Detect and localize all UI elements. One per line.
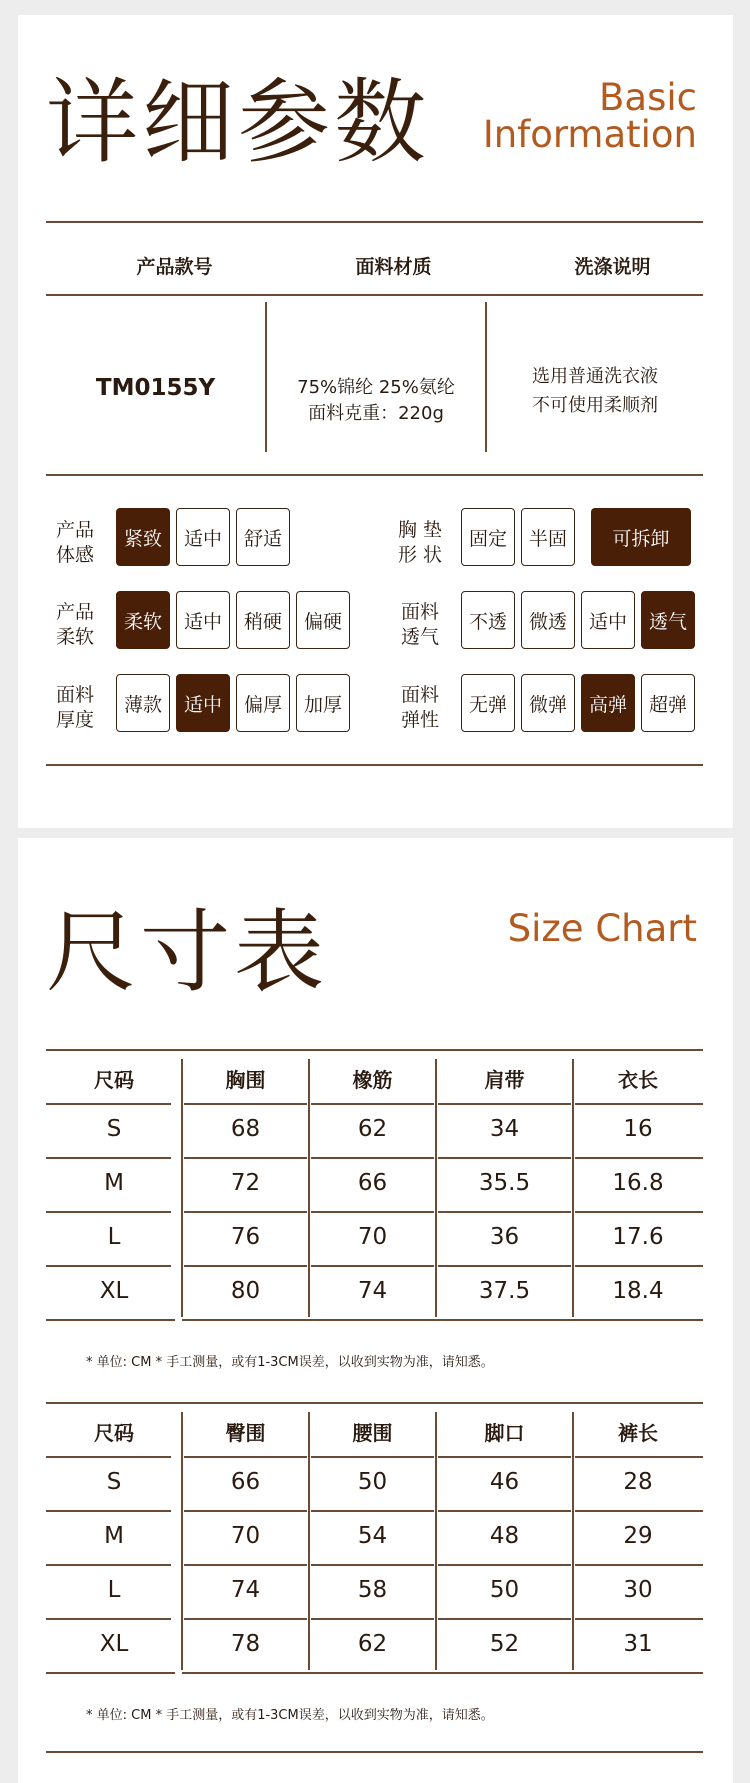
size-table-bottom-row-rule <box>184 1618 307 1620</box>
size-table-top-cell: 70 <box>357 1224 388 1250</box>
size-table-bottom-cell: 62 <box>357 1631 388 1657</box>
size-table-top-cell: 74 <box>357 1278 388 1304</box>
header-model-no: 产品款号 <box>136 256 213 278</box>
chip-pad-fixed: 固定 <box>461 508 515 566</box>
size-table-top-cell: 66 <box>357 1170 388 1196</box>
attr-fit-label <box>52 518 98 568</box>
chip-thickness-medium: 适中 <box>176 674 230 732</box>
attr-label-line: 透气 <box>400 626 439 648</box>
size-table-bottom-row-rule <box>311 1456 434 1458</box>
size-table-bottom-cell: 54 <box>357 1523 388 1549</box>
attr-thickness-label <box>52 683 98 733</box>
size-table-bottom-header-cell: 臀围 <box>225 1421 266 1445</box>
size-table-bottom-row-rule <box>573 1672 703 1674</box>
attr-label-line: 厚度 <box>55 709 94 731</box>
size-table-top-row-rule <box>573 1319 703 1321</box>
size-table-top-row-rule <box>184 1211 307 1213</box>
size-table-bottom-row-rule <box>575 1456 703 1458</box>
size-table-bottom-cell: 31 <box>623 1631 653 1657</box>
size-table-bottom-row-rule <box>438 1564 571 1566</box>
attr-label-line: 胸 垫 <box>397 519 443 541</box>
size-table-top-row-rule <box>438 1103 571 1105</box>
size-table-top-header-cell: 衣长 <box>618 1068 658 1092</box>
size-table-top-cell: M <box>104 1170 124 1196</box>
size-table-top-row-rule <box>184 1157 307 1159</box>
size-table-bottom-row-rule <box>46 1456 171 1458</box>
chip-breath-medium: 适中 <box>581 591 635 649</box>
divider <box>46 474 703 476</box>
size-table-top-cell: 17.6 <box>612 1224 664 1250</box>
attr-elasticity-label <box>397 683 443 733</box>
size-table-bottom-cell: 74 <box>230 1577 261 1603</box>
size-table-top-cell: L <box>107 1224 121 1250</box>
size-table-bottom-row-rule <box>311 1510 434 1512</box>
size-table-top-cell: 34 <box>489 1116 520 1142</box>
size-table-bottom-cell: 29 <box>623 1523 653 1549</box>
divider <box>46 1751 703 1753</box>
basic-info-panel <box>18 15 733 828</box>
size-table-top-row-rule <box>46 1211 171 1213</box>
size-table-bottom-row-rule <box>182 1672 309 1674</box>
size-table-bottom-cell: XL <box>99 1631 129 1657</box>
size-table-bottom-row-rule <box>46 1564 171 1566</box>
size-table-bottom-row-rule <box>575 1564 703 1566</box>
size-table-top-row-rule <box>438 1157 571 1159</box>
size-table-bottom-cell: 28 <box>623 1469 653 1495</box>
size-table-top-header-cell: 胸围 <box>225 1068 266 1092</box>
size-table-top-cell: 18.4 <box>612 1278 664 1304</box>
size-table-bottom-row-rule <box>436 1672 573 1674</box>
chip-fit-tight: 紧致 <box>116 508 170 566</box>
size-chart-title-en: Size Chart <box>507 907 697 950</box>
chip-softness-soft: 柔软 <box>116 591 170 649</box>
size-table-bottom-row-rule <box>575 1618 703 1620</box>
size-table-bottom-row-rule <box>438 1510 571 1512</box>
attr-label-line: 产品 <box>55 601 94 623</box>
attr-pad-label <box>392 518 448 568</box>
size-table-bottom-cell: 48 <box>489 1523 520 1549</box>
size-table-top-row-rule <box>438 1265 571 1267</box>
size-table-top-row-rule <box>46 1319 175 1321</box>
material-info <box>267 375 485 427</box>
size-table-top-cell: 16.8 <box>612 1170 664 1196</box>
size-table-top-cell: S <box>106 1116 122 1142</box>
size-table-bottom-cell: 78 <box>230 1631 261 1657</box>
size-table-top-cell: 72 <box>230 1170 261 1196</box>
size-table-bottom-cell: 52 <box>489 1631 520 1657</box>
size-table-bottom-row-rule <box>46 1510 171 1512</box>
attr-breathability-label <box>397 600 443 650</box>
size-table-bottom-cell: 50 <box>489 1577 520 1603</box>
chip-softness-medium: 适中 <box>176 591 230 649</box>
size-table-bottom-row-rule <box>438 1456 571 1458</box>
attr-label-line: 面料 <box>55 684 94 706</box>
size-table-bottom-cell: 70 <box>230 1523 261 1549</box>
chip-elastic-high: 高弹 <box>581 674 635 732</box>
size-table-bottom-header-cell: 脚口 <box>484 1421 525 1445</box>
header-material: 面料材质 <box>355 256 432 278</box>
size-table-bottom-header-cell: 裤长 <box>618 1421 658 1445</box>
size-table-top-row-rule <box>311 1265 434 1267</box>
attr-label-line: 体感 <box>55 544 94 566</box>
size-chart-title-cn: 尺寸表 <box>46 900 328 1005</box>
size-table-top-cell: XL <box>99 1278 129 1304</box>
wash-info <box>487 362 703 420</box>
size-table-bottom-cell: 58 <box>357 1577 388 1603</box>
size-table-top-row-rule <box>184 1103 307 1105</box>
size-table-top-row-rule <box>184 1265 307 1267</box>
divider <box>46 221 703 223</box>
size-table-bottom-row-rule <box>184 1456 307 1458</box>
size-table-top-cell: 16 <box>623 1116 653 1142</box>
size-table-bottom-row-rule <box>438 1618 571 1620</box>
size-table-bottom-cell: S <box>106 1469 122 1495</box>
chip-pad-removable: 可拆卸 <box>591 508 691 566</box>
material-composition: 75%锦纶 25%氨纶 <box>297 377 455 398</box>
size-table-top-row-rule <box>311 1157 434 1159</box>
basic-info-title-en-line2: Information <box>482 113 697 156</box>
size-table-bottom-row-rule <box>309 1672 436 1674</box>
size-table-bottom-cell: 50 <box>357 1469 388 1495</box>
size-table-bottom-row-rule <box>184 1564 307 1566</box>
attr-label-line: 柔软 <box>55 626 94 648</box>
chip-elastic-super: 超弹 <box>641 674 695 732</box>
size-table-top-row-rule <box>182 1319 309 1321</box>
attr-label-line: 产品 <box>55 519 94 541</box>
basic-info-title-cn: 详细参数 <box>46 69 431 176</box>
size-note-bottom: * 单位: CM * 手工测量，或有1-3CM误差，以收到实物为准，请知悉。 <box>86 1708 494 1723</box>
chip-breath-slight: 微透 <box>521 591 575 649</box>
header-wash: 洗涤说明 <box>574 256 651 278</box>
chip-breath-breathable: 透气 <box>641 591 695 649</box>
chip-fit-comfort: 舒适 <box>236 508 290 566</box>
size-table-top-top-rule <box>46 1049 703 1051</box>
chip-softness-slightly-hard: 稍硬 <box>236 591 290 649</box>
size-table-bottom-header-cell: 尺码 <box>94 1421 134 1445</box>
attr-label-line: 面料 <box>400 684 439 706</box>
size-table-bottom-cell: 66 <box>230 1469 261 1495</box>
size-chart-panel <box>18 838 733 1783</box>
size-table-top-row-rule <box>436 1319 573 1321</box>
size-table-top-row-rule <box>309 1319 436 1321</box>
chip-thickness-thin: 薄款 <box>116 674 170 732</box>
divider <box>46 764 703 766</box>
size-table-top-cell: 35.5 <box>478 1170 531 1196</box>
size-table-top-header-cell: 肩带 <box>484 1068 525 1092</box>
size-table-top-row-rule <box>46 1265 171 1267</box>
chip-softness-hard: 偏硬 <box>296 591 350 649</box>
chip-elastic-none: 无弹 <box>461 674 515 732</box>
chip-pad-semi-fixed: 半固 <box>521 508 575 566</box>
wash-instruction-1: 选用普通洗衣液 <box>532 366 658 387</box>
wash-instruction-2: 不可使用柔顺剂 <box>532 395 658 416</box>
model-number: TM0155Y <box>95 375 216 401</box>
size-note-top: * 单位: CM * 手工测量，或有1-3CM误差，以收到实物为准，请知悉。 <box>86 1355 494 1370</box>
basic-info-title-en-line1: Basic <box>599 76 697 119</box>
chip-thickness-thick: 偏厚 <box>236 674 290 732</box>
size-table-bottom-header-cell: 腰围 <box>352 1421 393 1445</box>
size-table-bottom-row-rule <box>184 1510 307 1512</box>
size-table-top-row-rule <box>438 1211 571 1213</box>
size-table-top-cell: 76 <box>230 1224 261 1250</box>
material-weight: 面料克重：220g <box>308 403 444 424</box>
size-table-bottom-row-rule <box>46 1618 171 1620</box>
size-table-top-row-rule <box>46 1157 171 1159</box>
size-table-top-row-rule <box>575 1157 703 1159</box>
size-table-top-cell: 80 <box>230 1278 261 1304</box>
size-table-top-row-rule <box>575 1211 703 1213</box>
basic-info-title-en <box>482 76 697 156</box>
size-table-top-row-rule <box>575 1265 703 1267</box>
size-table-top-cell: 68 <box>230 1116 261 1142</box>
chip-breath-none: 不透 <box>461 591 515 649</box>
size-table-bottom-cell: M <box>104 1523 124 1549</box>
size-table-bottom-row-rule <box>311 1564 434 1566</box>
chip-fit-medium: 适中 <box>176 508 230 566</box>
size-table-bottom-row-rule <box>46 1672 175 1674</box>
size-table-bottom-cell: 30 <box>623 1577 653 1603</box>
chip-thickness-extra-thick: 加厚 <box>296 674 350 732</box>
attr-label-line: 面料 <box>400 601 439 623</box>
size-table-top-header-cell: 橡筋 <box>352 1068 393 1092</box>
size-table-top-cell: 62 <box>357 1116 388 1142</box>
size-table-bottom-row-rule <box>311 1618 434 1620</box>
attr-label-line: 弹性 <box>400 709 439 731</box>
size-table-top-row-rule <box>46 1103 171 1105</box>
chip-elastic-slight: 微弹 <box>521 674 575 732</box>
size-table-bottom-cell: 46 <box>489 1469 520 1495</box>
size-table-bottom-top-rule <box>46 1402 703 1404</box>
size-table-bottom-cell: L <box>107 1577 121 1603</box>
size-table-top-row-rule <box>575 1103 703 1105</box>
divider <box>46 294 703 296</box>
size-table-top-cell: 37.5 <box>478 1278 531 1304</box>
attr-softness-label <box>52 600 98 650</box>
size-table-top-cell: 36 <box>489 1224 520 1250</box>
size-table-top-row-rule <box>311 1211 434 1213</box>
size-table-top-row-rule <box>311 1103 434 1105</box>
size-table-top-header-cell: 尺码 <box>94 1068 134 1092</box>
attr-label-line: 形 状 <box>397 544 443 566</box>
size-table-bottom-row-rule <box>575 1510 703 1512</box>
